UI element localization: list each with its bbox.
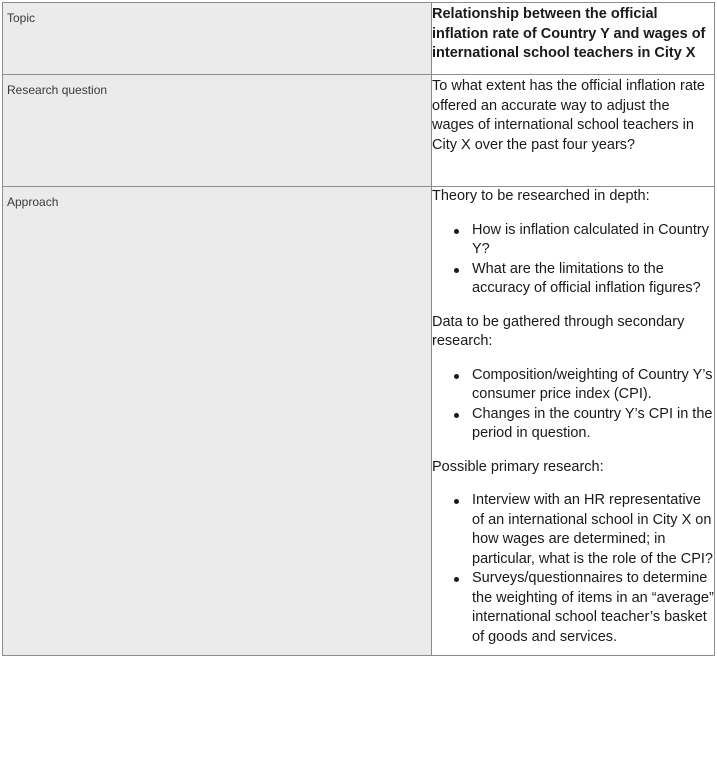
- bullet-icon: [454, 413, 459, 418]
- bullet-text: Composition/weighting of Country Y’s consumer price index (CPI).: [472, 366, 713, 402]
- approach-row: [3, 187, 715, 656]
- list-item: [452, 221, 714, 260]
- list-item: [452, 491, 714, 569]
- bullet-text: How is inflation calculated in Country Y?: [472, 221, 709, 257]
- secondary-research-bullet-list: [432, 366, 714, 444]
- bullet-text: What are the limitations to the accuracy of official inflation figures?: [472, 260, 701, 296]
- list-item: [452, 405, 714, 444]
- topic-text: Relationship between the official inflation rate of Country Y and wages of international school teachers in City X: [432, 6, 706, 61]
- research-question-label-cell: [3, 75, 432, 187]
- topic-content-cell: [432, 3, 715, 75]
- theory-bullet-list: [432, 221, 714, 299]
- research-plan-table: [2, 2, 715, 656]
- bullet-text: Changes in the country Y’s CPI in the period in question.: [472, 405, 713, 441]
- theory-intro: Theory to be researched in depth:: [432, 188, 650, 204]
- topic-row: [3, 3, 715, 75]
- list-item: [452, 569, 714, 647]
- bullet-icon: [454, 229, 459, 234]
- list-item: [452, 366, 714, 405]
- research-question-text: To what extent has the official inflation rate offered an accurate way to adjust the wages of international school teachers in City X over the past four years?: [432, 78, 705, 153]
- bullet-icon: [454, 374, 459, 379]
- bullet-icon: [454, 499, 459, 504]
- bullet-icon: [454, 577, 459, 582]
- research-question-row: [3, 75, 715, 187]
- topic-label: Topic: [7, 11, 36, 25]
- approach-content-cell: [432, 187, 715, 656]
- bullet-text: Surveys/questionnaires to determine the weighting of items in an “average” international school teacher’s basket of goods and services.: [472, 570, 714, 645]
- secondary-research-intro: Data to be gathered through secondary research:: [432, 313, 685, 349]
- primary-research-bullet-list: [432, 491, 714, 647]
- primary-research-intro: Possible primary research:: [432, 458, 604, 475]
- research-question-label: Research question: [7, 83, 108, 97]
- bullet-text: Interview with an HR representative of an international school in City X on how wages are determined; in particular, what is the role of the CPI?: [472, 492, 713, 567]
- approach-label: Approach: [7, 195, 59, 209]
- topic-label-cell: [3, 3, 432, 75]
- list-item: [452, 260, 714, 299]
- research-question-content-cell: [432, 75, 715, 187]
- bullet-icon: [454, 268, 459, 273]
- approach-label-cell: [3, 187, 432, 656]
